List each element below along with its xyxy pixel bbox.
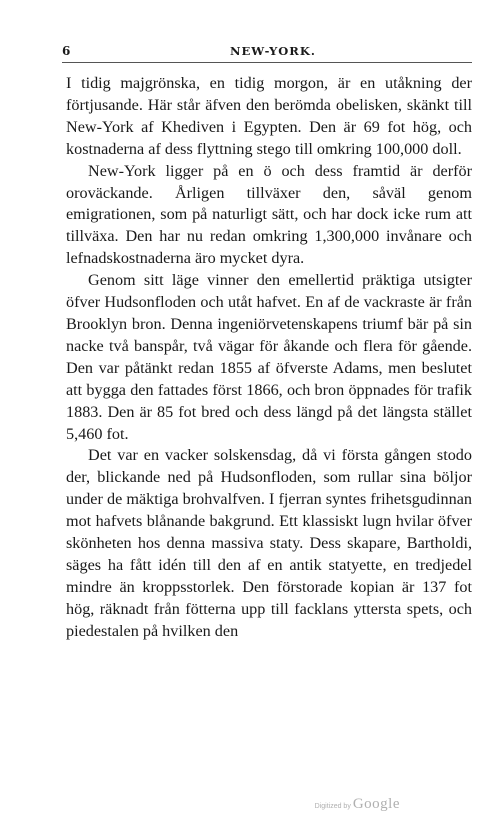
page-header: [62, 44, 472, 64]
paragraph-4: Det var en vacker solskensdag, då vi första gången stodo der, blickande ned på Hudsonfloden, som rullar sina böljor under de mäktiga brohvalfven. I fjerran syntes frihetsgudinnan mot hafvets blånande bakgrund. Ett klassiskt lugn hvilar öfver skönheten hos denna massiva staty. Dess skapare, Bartholdi, säges ha fått idén till den af en antik statyette, en tredjedel mindre än kroppsstorlek. Den förstorade kopian är 137 fot hög, räknadt från fötterna upp till facklans yttersta spets, och piedestalen på hvilken den: [66, 446, 472, 640]
paragraph-2: New-York ligger på en ö och dess framtid är derför oroväckande. Årligen tillväxer den, såväl genom emigrationen, som på naturligt sätt, och har dock icke rum att tillväxa. Den har nu redan omkring 1,300,000 invånare och lefnadskostnaderna äro mycket dyra.: [66, 161, 472, 268]
google-watermark: [315, 796, 400, 813]
paragraph-3: Genom sitt läge vinner den emellertid präktiga utsigter öfver Hudsonfloden och utåt hafvet. En af de vackraste är från Brooklyn bron. Denna ingeniörvetenskapens triumf bär på sin nacke två banspår, två vägar för åkande och flera för gående. Den var påtänkt redan 1855 af öfverste Adams, men beslutet att bygga den fattades först 1866, och bron öppnades för trafik 1883. Den är 85 fot bred och dess längd på det längsta stället 5,460 fot.: [66, 271, 472, 443]
header-rule: [62, 62, 472, 63]
google-logo: Google: [352, 796, 400, 812]
watermark-prefix: Digitized by: [314, 803, 351, 810]
body-text: [66, 73, 472, 643]
running-head: NEW-YORK.: [230, 44, 316, 58]
page-number: 6: [62, 44, 71, 58]
paragraph-1: I tidig majgrönska, en tidig morgon, är en utåkning der förtjusande. Här står äfven den berömda obelisken, skänkt till New-York af Khediven i Egypten. Den är 69 fot hög, och kostnaderna af dess flyttning stego till omkring 100,000 doll.: [66, 74, 472, 158]
